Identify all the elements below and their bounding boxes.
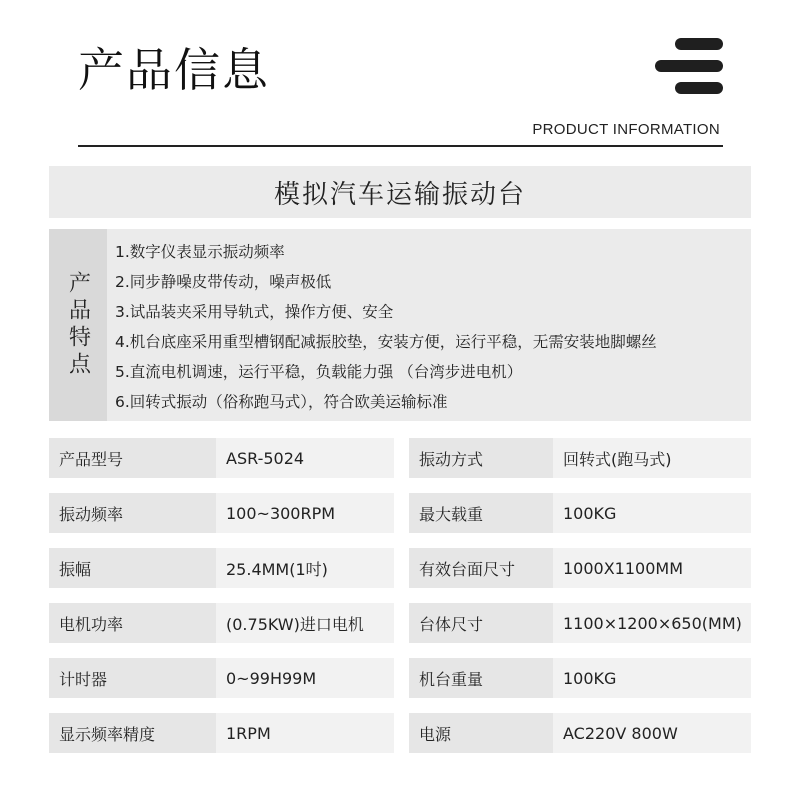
feature-item: 6.回转式振动（俗称跑马式），符合欧美运输标准 <box>115 393 448 411</box>
feature-item: 1.数字仪表显示振动频率 <box>115 243 285 261</box>
spec-label: 显示频率精度 <box>49 713 216 753</box>
spec-label: 计时器 <box>49 658 216 698</box>
spec-value: 回转式(跑马式) <box>553 438 751 478</box>
feature-item: 2.同步静噪皮带传动，噪声极低 <box>115 273 332 291</box>
menu-bar-middle <box>655 60 723 72</box>
spec-label: 电机功率 <box>49 603 216 643</box>
spec-value: 0~99H99M <box>216 658 394 698</box>
spec-label: 最大载重 <box>409 493 553 533</box>
spec-value: AC220V 800W <box>553 713 751 753</box>
features-list <box>107 229 751 421</box>
spec-label: 机台重量 <box>409 658 553 698</box>
spec-label: 台体尺寸 <box>409 603 553 643</box>
spec-value: (0.75KW)进口电机 <box>216 603 394 643</box>
spec-value: 1RPM <box>216 713 394 753</box>
spec-value: 1100×1200×650(MM) <box>553 603 751 643</box>
spec-label: 振动方式 <box>409 438 553 478</box>
features-label: 产品特点 <box>65 271 91 379</box>
spec-value: 100~300RPM <box>216 493 394 533</box>
feature-item: 5.直流电机调速，运行平稳，负载能力强 （台湾步进电机） <box>115 363 523 381</box>
spec-value: 100KG <box>553 493 751 533</box>
spec-value: 100KG <box>553 658 751 698</box>
feature-item: 3.试品装夹采用导轨式，操作方便、安全 <box>115 303 394 321</box>
spec-value: ASR-5024 <box>216 438 394 478</box>
header-divider <box>78 145 723 147</box>
menu-bar-top <box>675 38 723 50</box>
menu-icon[interactable] <box>655 38 723 94</box>
spec-label: 电源 <box>409 713 553 753</box>
spec-label: 有效台面尺寸 <box>409 548 553 588</box>
menu-bar-bottom <box>675 82 723 94</box>
spec-value: 1000X1100MM <box>553 548 751 588</box>
page-title: 产品信息 <box>78 43 270 97</box>
features-label-box <box>49 229 107 421</box>
feature-item: 4.机台底座采用重型槽钢配减振胶垫，安装方便，运行平稳，无需安装地脚螺丝 <box>115 333 657 351</box>
spec-value: 25.4MM(1吋) <box>216 548 394 588</box>
page-subtitle: PRODUCT INFORMATION <box>532 121 720 138</box>
spec-label: 振幅 <box>49 548 216 588</box>
spec-label: 振动频率 <box>49 493 216 533</box>
product-name-banner: 模拟汽车运输振动台 <box>49 166 751 218</box>
features-section <box>49 229 751 421</box>
spec-label: 产品型号 <box>49 438 216 478</box>
